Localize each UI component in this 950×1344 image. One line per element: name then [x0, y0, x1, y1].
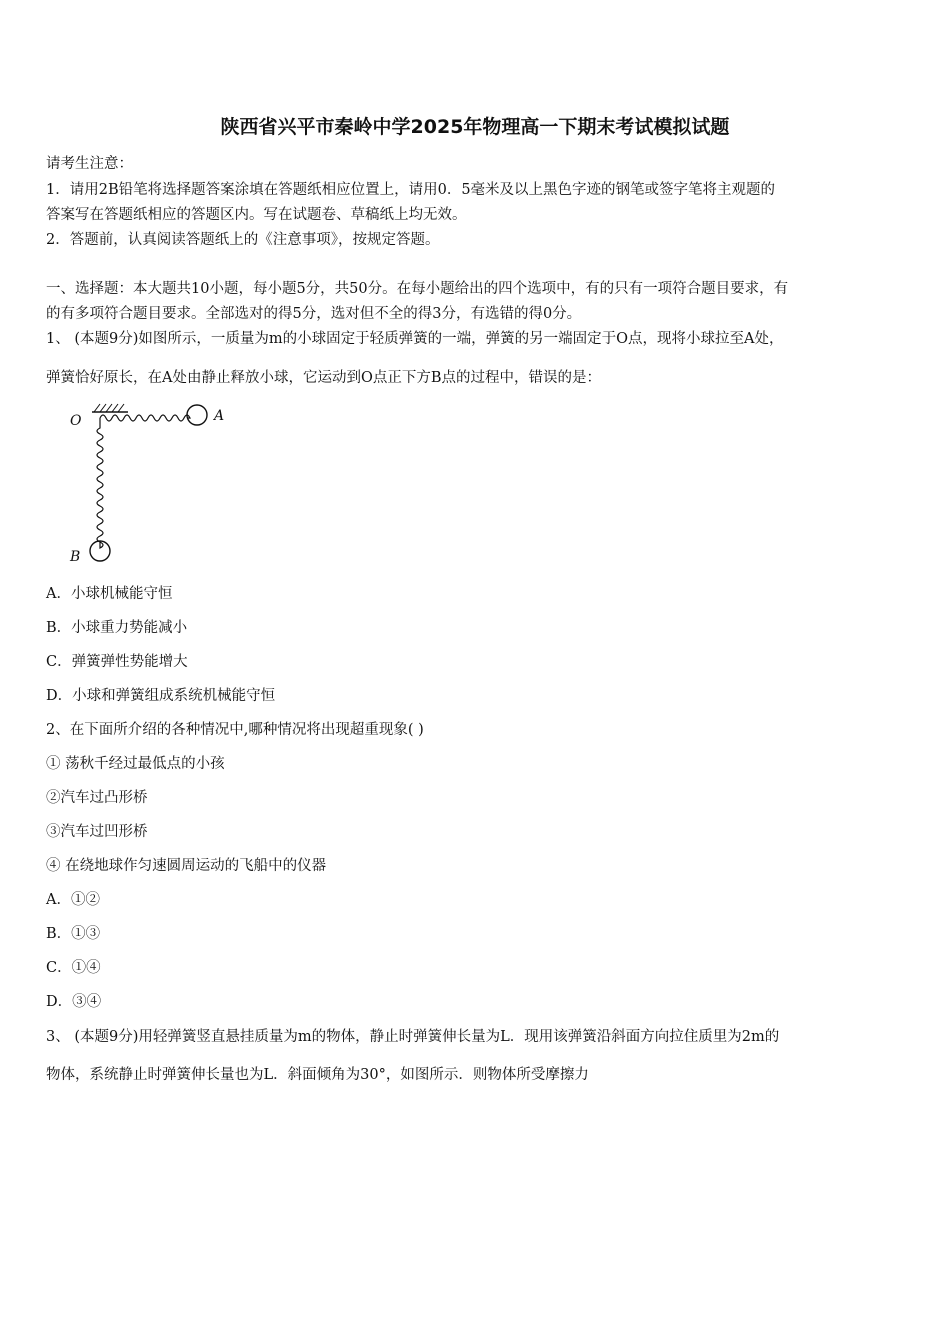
q1-option-b[interactable]: B．小球重力势能减小	[46, 620, 188, 636]
q2-item-3: ③汽车过凹形桥	[46, 824, 148, 840]
q3-stem-line-2: 物体，系统静止时弹簧伸长量也为L．斜面倾角为30°，如图所示．则物体所受摩擦力	[46, 1067, 589, 1083]
q1-stem-line-2: 弹簧恰好原长，在A处由静止释放小球，它运动到O点正下方B点的过程中，错误的是：	[46, 370, 602, 386]
q2-item-2: ②汽车过凸形桥	[46, 790, 148, 806]
q2-option-b[interactable]: B．①③	[46, 926, 101, 942]
section-intro-line-2: 的有多项符合题目要求。全部选对的得5分，选对但不全的得3分，有选错的得0分。	[46, 306, 582, 322]
q2-option-c[interactable]: C．①④	[46, 960, 101, 976]
notice-line-2: 2．答题前，认真阅读答题纸上的《注意事项》，按规定答题。	[46, 232, 440, 248]
q2-item-4: ④ 在绕地球作匀速圆周运动的飞船中的仪器	[46, 858, 327, 874]
notice-line-1a: 1．请用2B铅笔将选择题答案涂填在答题纸相应位置上，请用0．5毫米及以上黑色字迹的钢笔或签字笔将主观题的	[46, 182, 776, 198]
q1-stem-line-1: 1、 (本题9分)如图所示，一质量为m的小球固定于轻质弹簧的一端，弹簧的另一端固定于O点，现将小球拉至A处，	[46, 331, 784, 347]
notice-header: 请考生注意：	[46, 156, 133, 172]
q2-stem: 2、在下面所介绍的各种情况中,哪种情况将出现超重现象( )	[46, 722, 424, 738]
label-b: B	[70, 549, 81, 565]
q3-stem-line-1: 3、 (本题9分)用轻弹簧竖直悬挂质量为m的物体，静止时弹簧伸长量为L．现用该弹簧沿斜面方向拉住质里为2m的	[46, 1029, 780, 1045]
q2-option-d[interactable]: D．③④	[46, 994, 102, 1010]
exam-title: 陕西省兴平市秦岭中学2025年物理高一下期末考试模拟试题	[220, 116, 730, 138]
section-intro-line-1: 一、选择题：本大题共10小题，每小题5分，共50分。在每小题给出的四个选项中，有的只有一项符合题目要求，有	[46, 281, 789, 297]
q2-item-1: ① 荡秋千经过最低点的小孩	[46, 756, 225, 772]
spring-pendulum-figure	[64, 398, 244, 570]
label-o: O	[70, 413, 82, 429]
q1-option-c[interactable]: C．弹簧弹性势能增大	[46, 654, 188, 670]
notice-line-1b: 答案写在答题纸相应的答题区内。写在试题卷、草稿纸上均无效。	[46, 207, 467, 223]
q1-option-a[interactable]: A．小球机械能守恒	[46, 586, 173, 602]
label-a: A	[214, 408, 225, 424]
q2-option-a[interactable]: A．①②	[46, 892, 100, 908]
q1-option-d[interactable]: D．小球和弹簧组成系统机械能守恒	[46, 688, 276, 704]
